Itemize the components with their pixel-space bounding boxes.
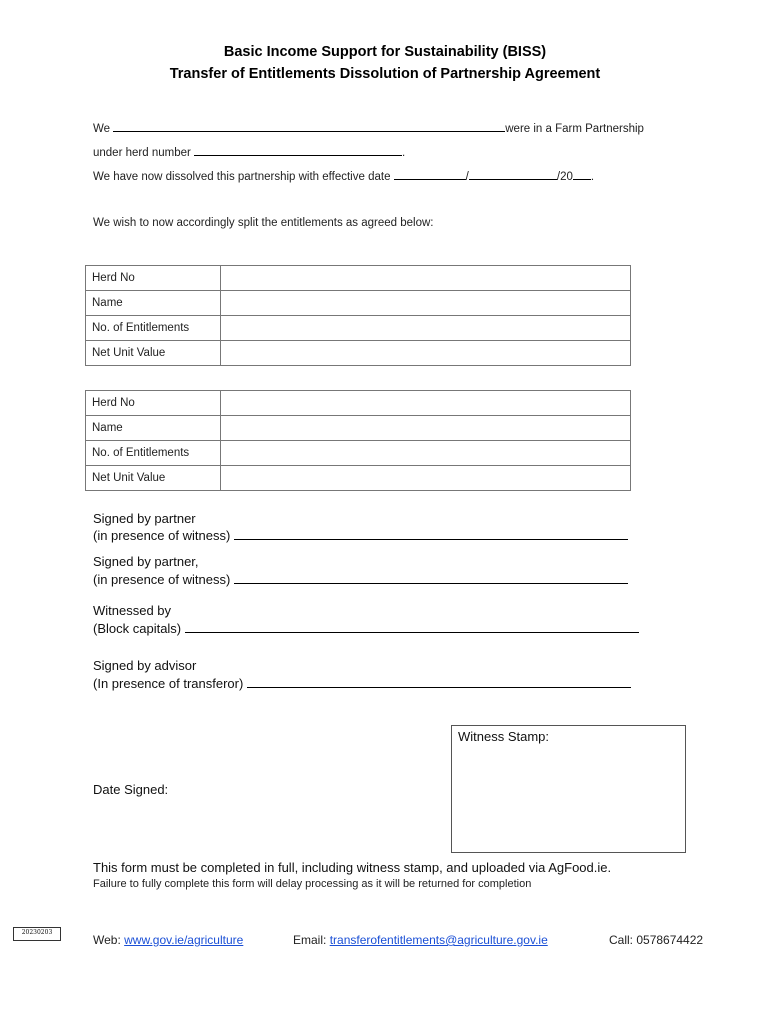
dissolved-label: We have now dissolved this partnership with effective date: [93, 171, 391, 183]
partner2-label: Signed by partner,: [93, 554, 199, 569]
email-label: Email:: [293, 933, 327, 947]
entitlements-cell[interactable]: [221, 316, 631, 341]
table-row: [86, 266, 631, 291]
date-day-field[interactable]: [394, 168, 466, 180]
date-year-field[interactable]: [573, 168, 591, 180]
witness-name-field[interactable]: [185, 621, 639, 633]
herd-no-cell[interactable]: [221, 391, 631, 416]
email-link[interactable]: transferofentitlements@agriculture.gov.ie: [329, 933, 548, 947]
name-cell[interactable]: [221, 291, 631, 316]
table-row: [86, 441, 631, 466]
form-code: 20230203: [13, 927, 61, 941]
date-signed-label: Date Signed:: [93, 782, 169, 797]
date-period: .: [590, 171, 595, 183]
table-label: Net Unit Value: [86, 341, 221, 366]
we-line: [93, 120, 644, 135]
witness-block-line: [93, 621, 639, 636]
advisor-signature-field[interactable]: [247, 676, 631, 688]
table-row: [86, 416, 631, 441]
witnessed-by-label: Witnessed by: [93, 603, 172, 618]
partner2-signature-field[interactable]: [234, 572, 628, 584]
date-slash: /: [465, 171, 469, 183]
delay-warning: Failure to fully complete this form will delay processing as it will be returned for completion: [93, 878, 532, 890]
partner1-witness-line: [93, 528, 628, 543]
partner1-witness-label: (in presence of witness): [93, 528, 231, 543]
dissolved-date-line: [93, 168, 594, 183]
net-unit-value-cell[interactable]: [221, 341, 631, 366]
table-row: [86, 291, 631, 316]
table-row: [86, 466, 631, 491]
table-label: Net Unit Value: [86, 466, 221, 491]
partner1-label: Signed by partner: [93, 511, 196, 526]
split-text: We wish to now accordingly split the entitlements as agreed below:: [93, 217, 434, 229]
transferor-label: (In presence of transferor): [93, 676, 244, 691]
herd-number-field[interactable]: [194, 144, 402, 156]
table-label: No. of Entitlements: [86, 441, 221, 466]
footer-call: Call: 0578674422: [609, 933, 704, 947]
under-herd-label: under herd number: [93, 147, 191, 159]
name-cell[interactable]: [221, 416, 631, 441]
herd-period: .: [402, 147, 406, 159]
table-label: Name: [86, 416, 221, 441]
herd-number-line: [93, 144, 405, 159]
entitlement-table-1: [85, 265, 631, 366]
form-title-line1: Basic Income Support for Sustainability (BISS): [223, 44, 547, 60]
footer-email: [293, 933, 548, 947]
entitlements-cell[interactable]: [221, 441, 631, 466]
advisor-transferor-line: [93, 676, 631, 691]
herd-no-cell[interactable]: [221, 266, 631, 291]
partner1-signature-field[interactable]: [234, 528, 628, 540]
form-title-line2: Transfer of Entitlements Dissolution of Partnership Agreement: [169, 66, 601, 82]
witness-stamp-label: Witness Stamp:: [458, 729, 550, 744]
table-label: Herd No: [86, 391, 221, 416]
net-unit-value-cell[interactable]: [221, 466, 631, 491]
table-label: No. of Entitlements: [86, 316, 221, 341]
table-label: Herd No: [86, 266, 221, 291]
web-label: Web:: [93, 933, 121, 947]
table-row: [86, 341, 631, 366]
year-prefix: /20: [556, 171, 573, 183]
table-row: [86, 391, 631, 416]
entitlement-table-2: [85, 390, 631, 491]
block-capitals-label: (Block capitals): [93, 621, 182, 636]
advisor-label: Signed by advisor: [93, 658, 197, 673]
table-row: [86, 316, 631, 341]
partner2-witness-line: [93, 572, 628, 587]
witness-stamp-box[interactable]: [451, 725, 686, 853]
web-link[interactable]: www.gov.ie/agriculture: [124, 933, 244, 947]
date-month-field[interactable]: [469, 168, 557, 180]
table-label: Name: [86, 291, 221, 316]
we-label: We: [93, 123, 111, 135]
completion-notice: This form must be completed in full, including witness stamp, and uploaded via AgFood.ie.: [93, 860, 612, 875]
were-in-partnership-text: were in a Farm Partnership: [505, 123, 644, 135]
partners-names-field[interactable]: [113, 120, 505, 132]
partner2-witness-label: (in presence of witness): [93, 572, 231, 587]
footer-web: [93, 933, 243, 947]
